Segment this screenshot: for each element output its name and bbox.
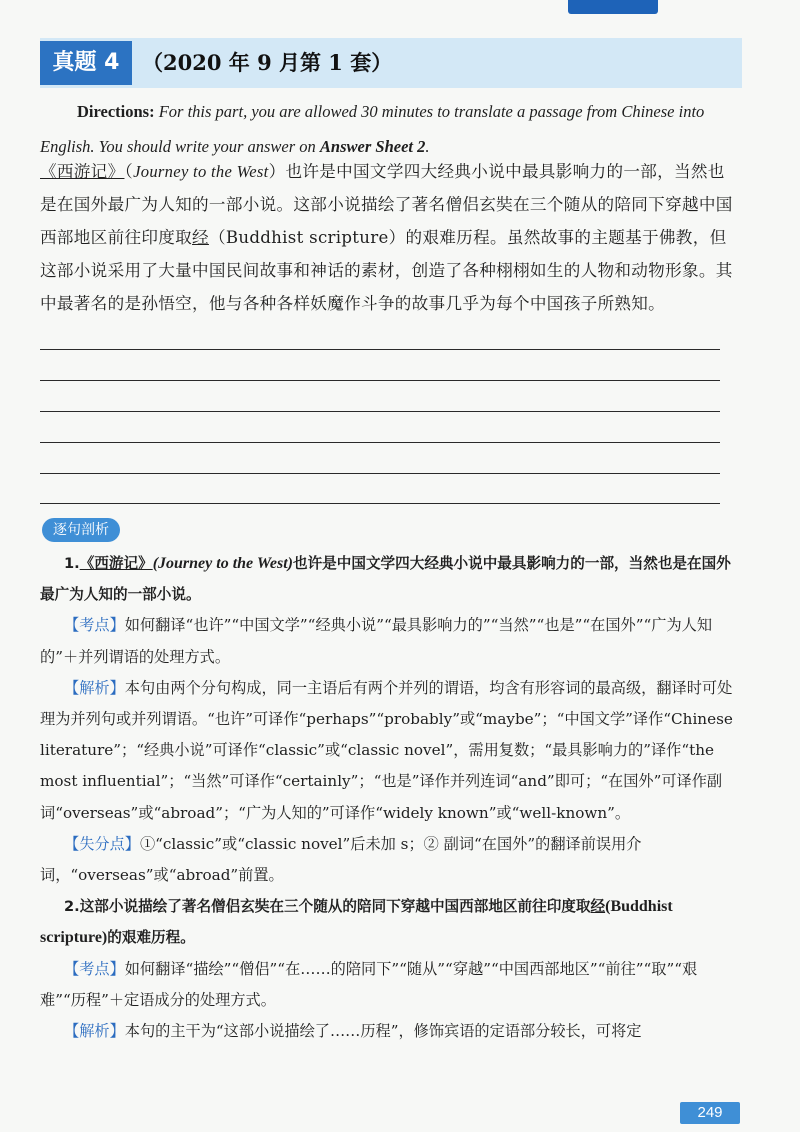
book-title-en: Journey to the West: [133, 162, 269, 181]
answer-sheet-ref: Answer Sheet 2: [319, 137, 426, 156]
page-number: 249: [680, 1102, 740, 1124]
kaodian-2: 【考点】如何翻译“描绘”“僧侣”“在……的陪同下”“随从”“穿越”“中国西部地区”“前往”“取”“艰难”“历程”＋定语成分的处理方式。: [40, 959, 698, 1009]
kaodian-label: 【考点】: [64, 616, 125, 635]
passage-text-2: （Buddhist scripture）的艰难历程。虽然故事的主题基于佛教，但这部小说采用了大量中国民间故事和神话的素材，创造了各种栩栩如生的人物和动物形象。其中最著名的是孙悟空，他与各种各样妖魔作斗争的故事几乎为每个中国孩子所熟知。: [40, 228, 733, 313]
title-bar: [40, 38, 742, 88]
sentence-1: 1.《西游记》(Journey to the West)也许是中国文学四大经典小说中最具影响力的一部，当然也是在国外最广为人知的一部小说。: [40, 555, 731, 604]
exam-date-title: （2020 年 9 月第 1 套）: [142, 50, 393, 75]
running-header-tab: [568, 0, 658, 14]
analysis-body: [40, 548, 740, 1047]
passage-text-1: 也许是中国文学四大经典小说中最具影响力的一部，当然也是在国外最广为人知的一部小说。这部小说描绘了著名僧侣玄奘在三个随从的陪同下穿越中国西部地区前往印度取: [40, 162, 733, 247]
answer-line: [40, 380, 720, 381]
answer-line: [40, 503, 720, 504]
directions-label: Directions:: [77, 102, 155, 121]
book-title: 《西游记》: [40, 162, 125, 181]
jiexi-1: 【解析】本句由两个分句构成，同一主语后有两个并列的谓语，均含有形容词的最高级，翻译时可处理为并列句或并列谓语。“也许”可译作“perhaps”“probably”或“maybe”；“中国文学”译作“Chinese literature”；“经典小说”可译作“classic”或“classic novel”，需用复数；“最具影响力的”译作“the most influential”；“当然”可译作“certainly”；“也是”译作并列连词“and”即可；“在国外”可译作副词“overseas”或“abroad”；“广为人知的”可译作“widely known”或“well-known”。: [40, 678, 733, 822]
answer-line: [40, 411, 720, 412]
kaodian-label: 【考点】: [64, 959, 125, 978]
jiexi-2: 【解析】本句的主干为“这部小说描绘了……历程”，修饰宾语的定语部分较长，可将定: [64, 1022, 642, 1041]
answer-line: [40, 349, 720, 350]
kaodian-1: 【考点】如何翻译“也许”“中国文学”“经典小说”“最具影响力的”“当然”“也是”“在国外”“广为人知的”＋并列谓语的处理方式。: [40, 616, 713, 666]
chinese-passage: 《西游记》（Journey to the West）也许是中国文学四大经典小说中最具影响力的一部，当然也是在国外最广为人知的一部小说。这部小说描绘了著名僧侣玄奘在三个随从的陪同下穿越中国西部地区前往印度取经（Buddhist scripture）的艰难历程。虽然故事的主题基于佛教，但这部小说采用了大量中国民间故事和神话的素材，创造了各种栩栩如生的人物和动物形象。其中最著名的是孙悟空，他与各种各样妖魔作斗争的故事几乎为每个中国孩子所熟知。: [40, 162, 733, 313]
directions-text: For this part, you are allowed 30 minutes to translate a passage from Chinese into English. You should write your answer on: [40, 102, 705, 156]
jiexi-label: 【解析】: [64, 1022, 125, 1041]
directions-paragraph: Directions: For this part, you are allowed 30 minutes to translate a passage from Chinese into English. You should write your answer on Answer Sheet 2.: [40, 102, 705, 156]
sentence-2: 2.这部小说描绘了著名僧侣玄奘在三个随从的陪同下穿越中国西部地区前往印度取经(Buddhist scripture)的艰难历程。: [40, 898, 673, 947]
exam-badge: 真题 4: [40, 41, 132, 85]
section-tag-analysis: 逐句剖析: [42, 518, 120, 542]
answer-line: [40, 473, 720, 474]
shifen-1: 【失分点】①“classic”或“classic novel”后未加 s；② 副词“在国外”的翻译前误用介词，“overseas”或“abroad”前置。: [40, 834, 642, 885]
shifen-label: 【失分点】: [64, 834, 140, 853]
answer-line: [40, 442, 720, 443]
jiexi-label: 【解析】: [64, 678, 125, 697]
underlined-char: 经: [192, 228, 209, 247]
